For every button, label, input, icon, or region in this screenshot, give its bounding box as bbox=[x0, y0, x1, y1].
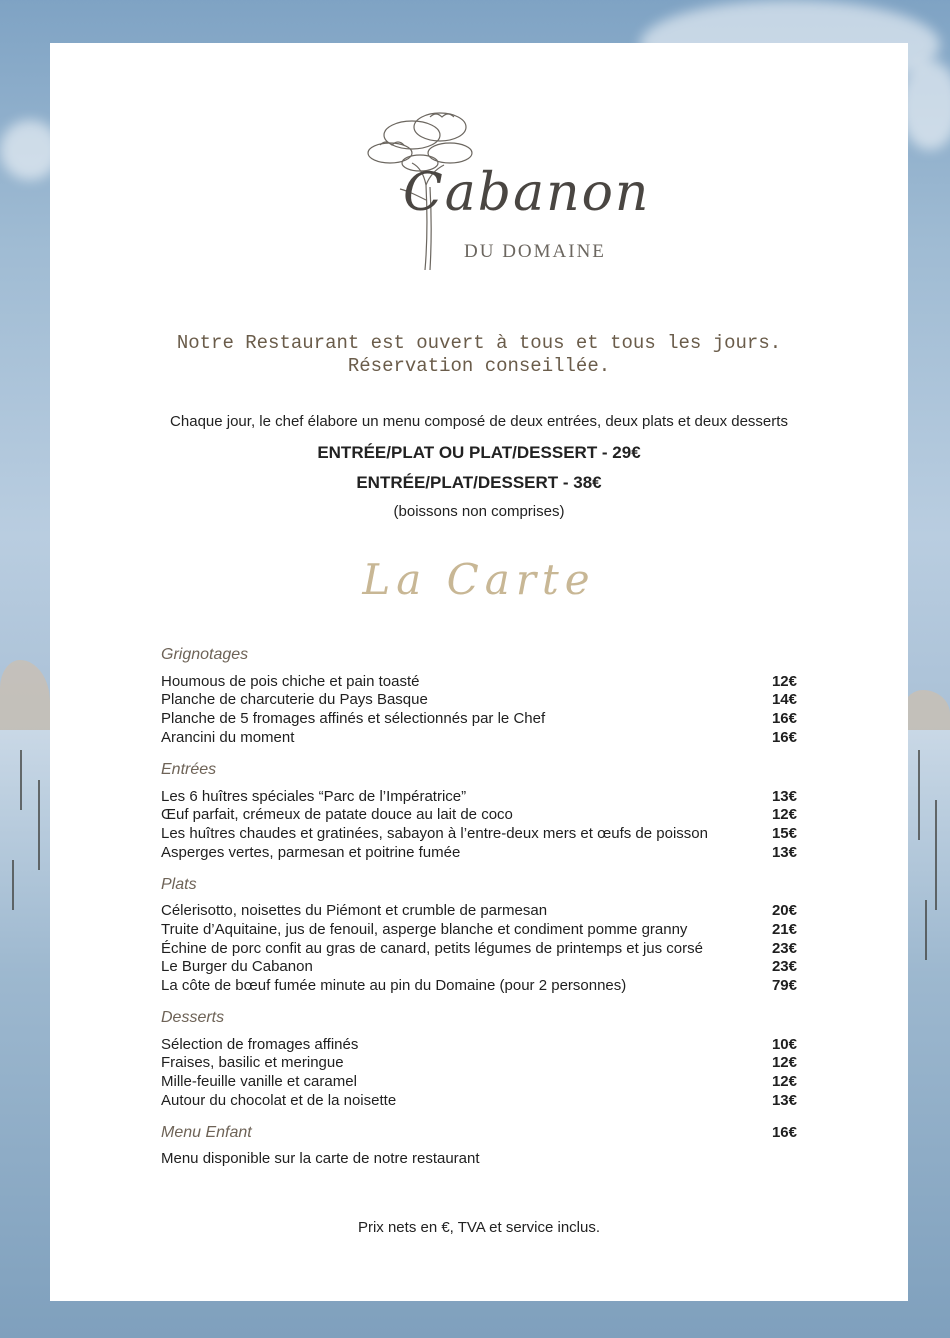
section-title-plats: Plats bbox=[161, 876, 197, 893]
section-title-grignotages: Grignotages bbox=[161, 646, 249, 663]
section-title-desserts: Desserts bbox=[161, 1009, 225, 1026]
logo-wordmark: Cabanon bbox=[403, 163, 651, 223]
menu-item: Planche de charcuterie du Pays Basque 14€ bbox=[161, 691, 797, 708]
kids-menu-note: Menu disponible sur la carte de notre restaurant bbox=[161, 1150, 480, 1167]
menu-page bbox=[50, 43, 908, 1301]
formula-note: (boissons non comprises) bbox=[393, 503, 565, 520]
reservation-notice: Réservation conseillée. bbox=[347, 355, 611, 377]
menu-item: Échine de porc confit au gras de canard, petits légumes de printemps et jus corsé 23€ bbox=[161, 940, 797, 957]
carte-title: La Carte bbox=[362, 555, 596, 604]
stake bbox=[935, 800, 937, 910]
menu-item: Sélection de fromages affinés 10€ bbox=[161, 1036, 797, 1053]
dune bbox=[0, 660, 50, 730]
menu-item: Houmous de pois chiche et pain toasté 12€ bbox=[161, 673, 797, 690]
footer-note: Prix nets en €, TVA et service inclus. bbox=[357, 1219, 601, 1236]
menu-item: Les 6 huîtres spéciales “Parc de l’Impératrice” 13€ bbox=[161, 788, 797, 805]
section-title-entrees: Entrées bbox=[161, 761, 217, 778]
formula-offer-2: ENTRÉE/PLAT/DESSERT - 38€ bbox=[356, 473, 602, 492]
menu-item: Célerisotto, noisettes du Piémont et crumble de parmesan 20€ bbox=[161, 902, 797, 919]
menu-item: Fraises, basilic et meringue 12€ bbox=[161, 1054, 797, 1071]
menu-item: Truite d’Aquitaine, jus de fenouil, asperge blanche et condiment pomme granny 21€ bbox=[161, 921, 797, 938]
menu-item: Arancini du moment 16€ bbox=[161, 729, 797, 746]
kids-menu-row bbox=[161, 1124, 797, 1142]
formula-offer-1: ENTRÉE/PLAT OU PLAT/DESSERT - 29€ bbox=[317, 443, 641, 462]
menu-item: Le Burger du Cabanon 23€ bbox=[161, 958, 797, 975]
menu-item: Asperges vertes, parmesan et poitrine fumée 13€ bbox=[161, 844, 797, 861]
menu-item: Autour du chocolat et de la noisette 13€ bbox=[161, 1092, 797, 1109]
section-title-enfant: Menu Enfant bbox=[161, 1124, 252, 1141]
menu-item: La côte de bœuf fumée minute au pin du Domaine (pour 2 personnes) 79€ bbox=[161, 977, 797, 994]
menu-item: Planche de 5 fromages affinés et sélectionnés par le Chef 16€ bbox=[161, 710, 797, 727]
stake bbox=[925, 900, 927, 960]
menu-item: Les huîtres chaudes et gratinées, sabayon à l’entre-deux mers et œufs de poisson 15€ bbox=[161, 825, 797, 842]
formula-intro: Chaque jour, le chef élabore un menu composé de deux entrées, deux plats et deux desserts bbox=[170, 413, 788, 430]
opening-notice: Notre Restaurant est ouvert à tous et tous les jours. bbox=[176, 332, 782, 354]
menu-item: Œuf parfait, crémeux de patate douce au lait de coco 12€ bbox=[161, 806, 797, 823]
logo-subtitle: DU DOMAINE bbox=[464, 241, 606, 262]
stake bbox=[20, 750, 22, 810]
stake bbox=[38, 780, 40, 870]
kids-menu-price: 16€ bbox=[771, 1124, 797, 1141]
stake bbox=[12, 860, 14, 910]
stake bbox=[918, 750, 920, 840]
dune bbox=[905, 690, 950, 730]
menu-item: Mille-feuille vanille et caramel 12€ bbox=[161, 1073, 797, 1090]
